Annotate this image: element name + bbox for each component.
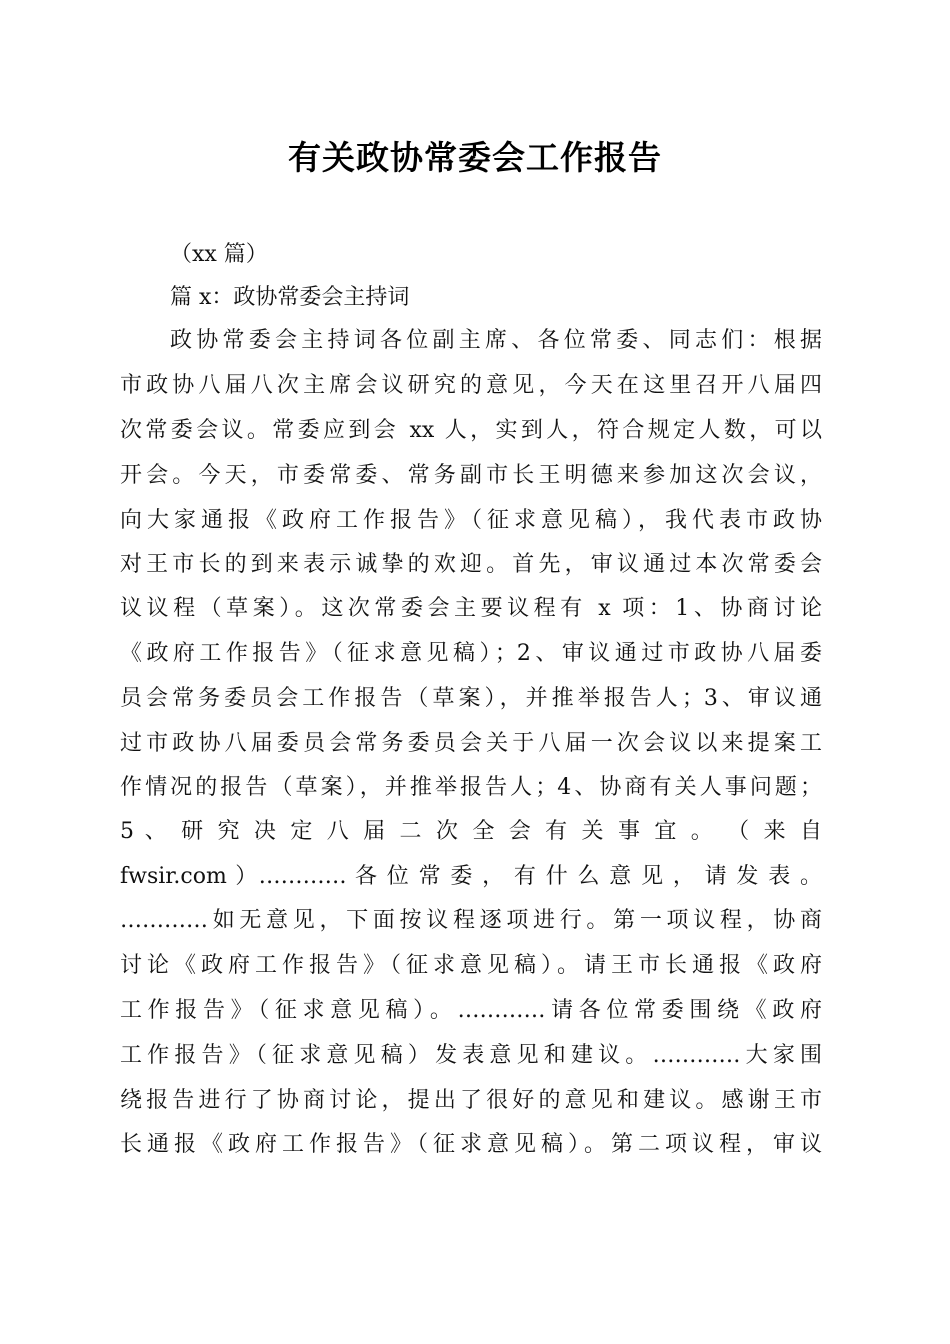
body-line: 《政府工作报告》（征求意见稿）；2、审议通过市政协八届委 (120, 641, 822, 666)
body-line: 讨论《政府工作报告》（征求意见稿）。请王市长通报《政府 (120, 953, 822, 978)
body-line: 开会。今天，市委常委、常务副市长王明德来参加这次会议， (120, 463, 822, 488)
document-subtitle: （xx 篇） (170, 242, 268, 267)
body-line: …………如无意见，下面按议程逐项进行。第一项议程，协商 (120, 908, 822, 933)
body-line: 市政协八届八次主席会议研究的意见，今天在这里召开八届四 (120, 373, 822, 398)
document-title: 有关政协常委会工作报告 (288, 138, 662, 177)
body-line: 绕报告进行了协商讨论，提出了很好的意见和建议。感谢王市 (120, 1088, 822, 1113)
body-line: 政协常委会主持词各位副主席、各位常委、同志们：根据 (170, 328, 822, 353)
body-line: 作情况的报告（草案），并推举报告人；4、协商有关人事问题； (120, 775, 822, 800)
body-line: 次常委会议。常委应到会 xx 人，实到人，符合规定人数，可以 (120, 418, 822, 443)
body-line: 5 、 研 究 决 定 八 届 二 次 全 会 有 关 事 宜 。 （ 来 自 (120, 819, 822, 844)
body-line: 员会常务委员会工作报告（草案），并推举报告人；3、审议通 (120, 686, 822, 711)
body-line: 过市政协八届委员会常务委员会关于八届一次会议以来提案工 (120, 731, 822, 756)
body-line: 向大家通报《政府工作报告》（征求意见稿），我代表市政协 (120, 508, 822, 533)
body-line: 长通报《政府工作报告》（征求意见稿）。第二项议程，审议 (120, 1132, 822, 1157)
section-heading: 篇 x：政协常委会主持词 (170, 285, 410, 310)
body-line: 工作报告》（征求意见稿）发表意见和建议。…………大家围 (120, 1043, 822, 1068)
body-line: 对王市长的到来表示诚挚的欢迎。首先，审议通过本次常委会 (120, 552, 822, 577)
body-line: 工作报告》（征求意见稿）。…………请各位常委围绕《政府 (120, 998, 822, 1023)
body-line: fwsir.com ）………… 各 位 常 委 ， 有 什 么 意 见 ， 请 发 表 。 (120, 864, 822, 889)
body-line: 议议程（草案）。这次常委会主要议程有 x 项：1、协商讨论 (120, 596, 822, 621)
